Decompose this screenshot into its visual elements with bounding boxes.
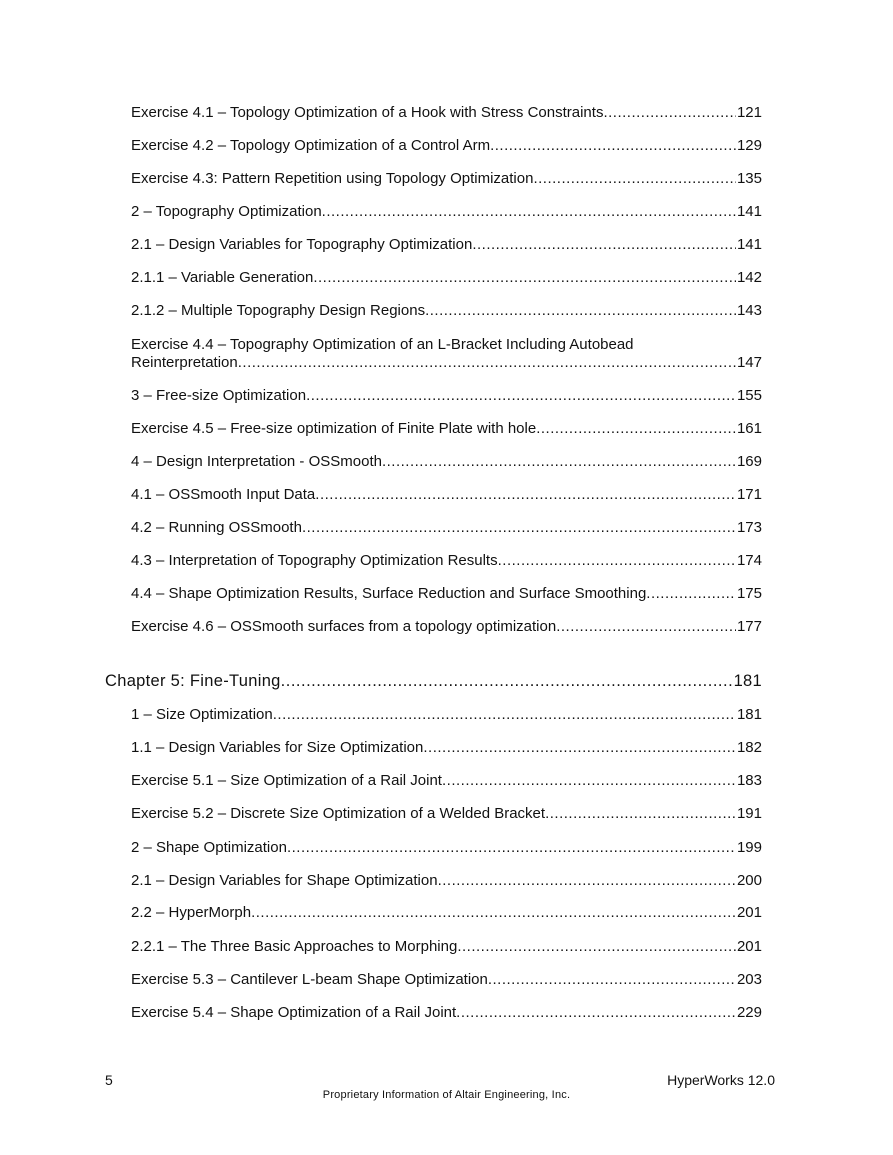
dot-leader xyxy=(457,938,736,956)
toc-entry-design-interpretation[interactable] xyxy=(131,453,762,471)
toc-chapter-title: Chapter 5: Fine-Tuning xyxy=(105,672,281,690)
dot-leader xyxy=(302,519,736,537)
toc-entry-title: Exercise 4.5 – Free-size optimization of Finite Plate with hole xyxy=(131,420,537,437)
dot-leader xyxy=(646,585,736,603)
toc-entry-design-variables-size[interactable] xyxy=(131,739,762,757)
toc-entry-page: 161 xyxy=(736,420,762,437)
toc-entry-title: 4 – Design Interpretation - OSSmooth xyxy=(131,453,382,470)
toc-entry-free-size-optimization[interactable] xyxy=(131,387,762,405)
toc-entry-page: 229 xyxy=(736,1004,762,1021)
toc-entry-page: 129 xyxy=(736,137,762,154)
toc-entry-title: 2.2.1 – The Three Basic Approaches to Morphing xyxy=(131,938,458,955)
dot-leader xyxy=(556,618,736,636)
dot-leader xyxy=(498,552,736,570)
toc-entry-approaches-to-morphing[interactable] xyxy=(131,938,762,956)
toc-entry-title: Exercise 4.1 – Topology Optimization of a Hook with Stress Constraints xyxy=(131,104,604,121)
toc-entry-title-line1: Exercise 4.4 – Topography Optimization of an L-Bracket Including Autobead xyxy=(131,336,634,353)
toc-entry-exercise-4-1[interactable] xyxy=(131,104,762,122)
toc-entry-design-variables-shape[interactable] xyxy=(131,872,762,890)
toc-entry-title: 2 – Shape Optimization xyxy=(131,839,287,856)
dot-leader xyxy=(251,904,736,922)
toc-entry-page: 181 xyxy=(736,706,762,723)
toc-entry-page: 201 xyxy=(736,938,762,955)
dot-leader xyxy=(287,839,736,857)
dot-leader xyxy=(315,486,736,504)
toc-entry-title: 2 – Topography Optimization xyxy=(131,203,322,220)
toc-entry-exercise-5-1[interactable] xyxy=(131,772,762,790)
toc-entry-page: 191 xyxy=(736,805,762,822)
dot-leader xyxy=(533,170,736,188)
toc-chapter-page: 181 xyxy=(733,672,762,690)
dot-leader xyxy=(488,971,736,989)
toc-entry-shape-optimization-results[interactable] xyxy=(131,585,762,603)
toc-entry-page: 173 xyxy=(736,519,762,536)
toc-entry-title: 2.1.1 – Variable Generation xyxy=(131,269,314,286)
toc-entry-page: 135 xyxy=(736,170,762,187)
toc-entry-title: Exercise 4.6 – OSSmooth surfaces from a topology optimization xyxy=(131,618,557,635)
toc-entry-exercise-4-3[interactable] xyxy=(131,170,762,188)
toc-entry-title: 1.1 – Design Variables for Size Optimization xyxy=(131,739,424,756)
toc-entry-interpretation-topography[interactable] xyxy=(131,552,762,570)
toc-entry-title: Reinterpretation xyxy=(131,354,238,371)
toc-entry-page: 171 xyxy=(736,486,762,503)
dot-leader xyxy=(472,236,736,254)
toc-entry-page: 141 xyxy=(736,236,762,253)
toc-entry-title: Exercise 5.2 – Discrete Size Optimization of a Welded Bracket xyxy=(131,805,546,822)
toc-entry-exercise-5-3[interactable] xyxy=(131,971,762,989)
toc-entry-exercise-5-4[interactable] xyxy=(131,1004,762,1022)
toc-entry-ossmooth-input-data[interactable] xyxy=(131,486,762,504)
dot-leader xyxy=(281,672,733,690)
dot-leader xyxy=(490,137,736,155)
toc-entry-page: 174 xyxy=(736,552,762,569)
toc-entry-exercise-5-2[interactable] xyxy=(131,805,762,823)
footer-product: HyperWorks 12.0 xyxy=(667,1072,775,1088)
toc-entry-title: 1 – Size Optimization xyxy=(131,706,273,723)
dot-leader xyxy=(438,872,736,890)
toc-entry-topography-optimization[interactable] xyxy=(131,203,762,221)
toc-entry-page: 121 xyxy=(736,104,762,121)
toc-entry-page: 155 xyxy=(736,387,762,404)
toc-entry-title: Exercise 4.3: Pattern Repetition using Topology Optimization xyxy=(131,170,534,187)
dot-leader xyxy=(322,203,736,221)
toc-entry-page: 141 xyxy=(736,203,762,220)
toc-entry-title: Exercise 5.1 – Size Optimization of a Rail Joint xyxy=(131,772,442,789)
dot-leader xyxy=(456,1004,736,1022)
dot-leader xyxy=(273,706,736,724)
toc-entry-hypermorph[interactable] xyxy=(131,904,762,922)
dot-leader xyxy=(238,354,736,372)
toc-entry-multiple-topography-regions[interactable] xyxy=(131,302,762,320)
toc-entry-title: Exercise 5.4 – Shape Optimization of a Rail Joint xyxy=(131,1004,457,1021)
dot-leader xyxy=(306,387,736,405)
toc-entry-page: 142 xyxy=(736,269,762,286)
toc-entry-running-ossmooth[interactable] xyxy=(131,519,762,537)
dot-leader xyxy=(536,420,736,438)
toc-entry-title: 4.1 – OSSmooth Input Data xyxy=(131,486,316,503)
toc-entry-shape-optimization[interactable] xyxy=(131,839,762,857)
toc-entry-page: 182 xyxy=(736,739,762,756)
dot-leader xyxy=(425,302,736,320)
toc-entry-page: 183 xyxy=(736,772,762,789)
toc-entry-title: 2.2 – HyperMorph xyxy=(131,904,252,921)
toc-entry-page: 147 xyxy=(736,354,762,371)
toc-entry-title: 4.4 – Shape Optimization Results, Surface Reduction and Surface Smoothing xyxy=(131,585,647,602)
toc-entry-page: 203 xyxy=(736,971,762,988)
toc-chapter-5[interactable] xyxy=(105,672,762,690)
toc-entry-title: 4.2 – Running OSSmooth xyxy=(131,519,302,536)
toc-entry-title: 2.1.2 – Multiple Topography Design Regions xyxy=(131,302,426,319)
footer-proprietary-notice: Proprietary Information of Altair Engineering, Inc. xyxy=(322,1089,571,1101)
toc-entry-exercise-4-2[interactable] xyxy=(131,137,762,155)
dot-leader xyxy=(313,269,736,287)
toc-entry-title: 2.1 – Design Variables for Topography Optimization xyxy=(131,236,473,253)
toc-entry-title: Exercise 5.3 – Cantilever L-beam Shape Optimization xyxy=(131,971,488,988)
toc-entry-page: 199 xyxy=(736,839,762,856)
toc-entry-exercise-4-5[interactable] xyxy=(131,420,762,438)
toc-entry-design-variables-topography[interactable] xyxy=(131,236,762,254)
toc-entry-title: 2.1 – Design Variables for Shape Optimization xyxy=(131,872,438,889)
toc-entry-page: 200 xyxy=(736,872,762,889)
toc-entry-exercise-4-4[interactable] xyxy=(131,336,762,372)
toc-entry-page: 177 xyxy=(736,618,762,635)
toc-entry-title: 3 – Free-size Optimization xyxy=(131,387,307,404)
toc-entry-page: 175 xyxy=(736,585,762,602)
dot-leader xyxy=(603,104,736,122)
dot-leader xyxy=(545,805,736,823)
toc-entry-title: 4.3 – Interpretation of Topography Optimization Results xyxy=(131,552,498,569)
dot-leader xyxy=(382,453,736,471)
footer-page-number: 5 xyxy=(105,1072,113,1088)
dot-leader xyxy=(442,772,736,790)
toc-entry-page: 201 xyxy=(736,904,762,921)
toc-entry-size-optimization[interactable] xyxy=(131,706,762,724)
toc-entry-exercise-4-6[interactable] xyxy=(131,618,762,636)
toc-entry-variable-generation[interactable] xyxy=(131,269,762,287)
toc-entry-title: Exercise 4.2 – Topology Optimization of a Control Arm xyxy=(131,137,491,154)
dot-leader xyxy=(423,739,736,757)
toc-entry-page: 143 xyxy=(736,302,762,319)
toc-entry-page: 169 xyxy=(736,453,762,470)
